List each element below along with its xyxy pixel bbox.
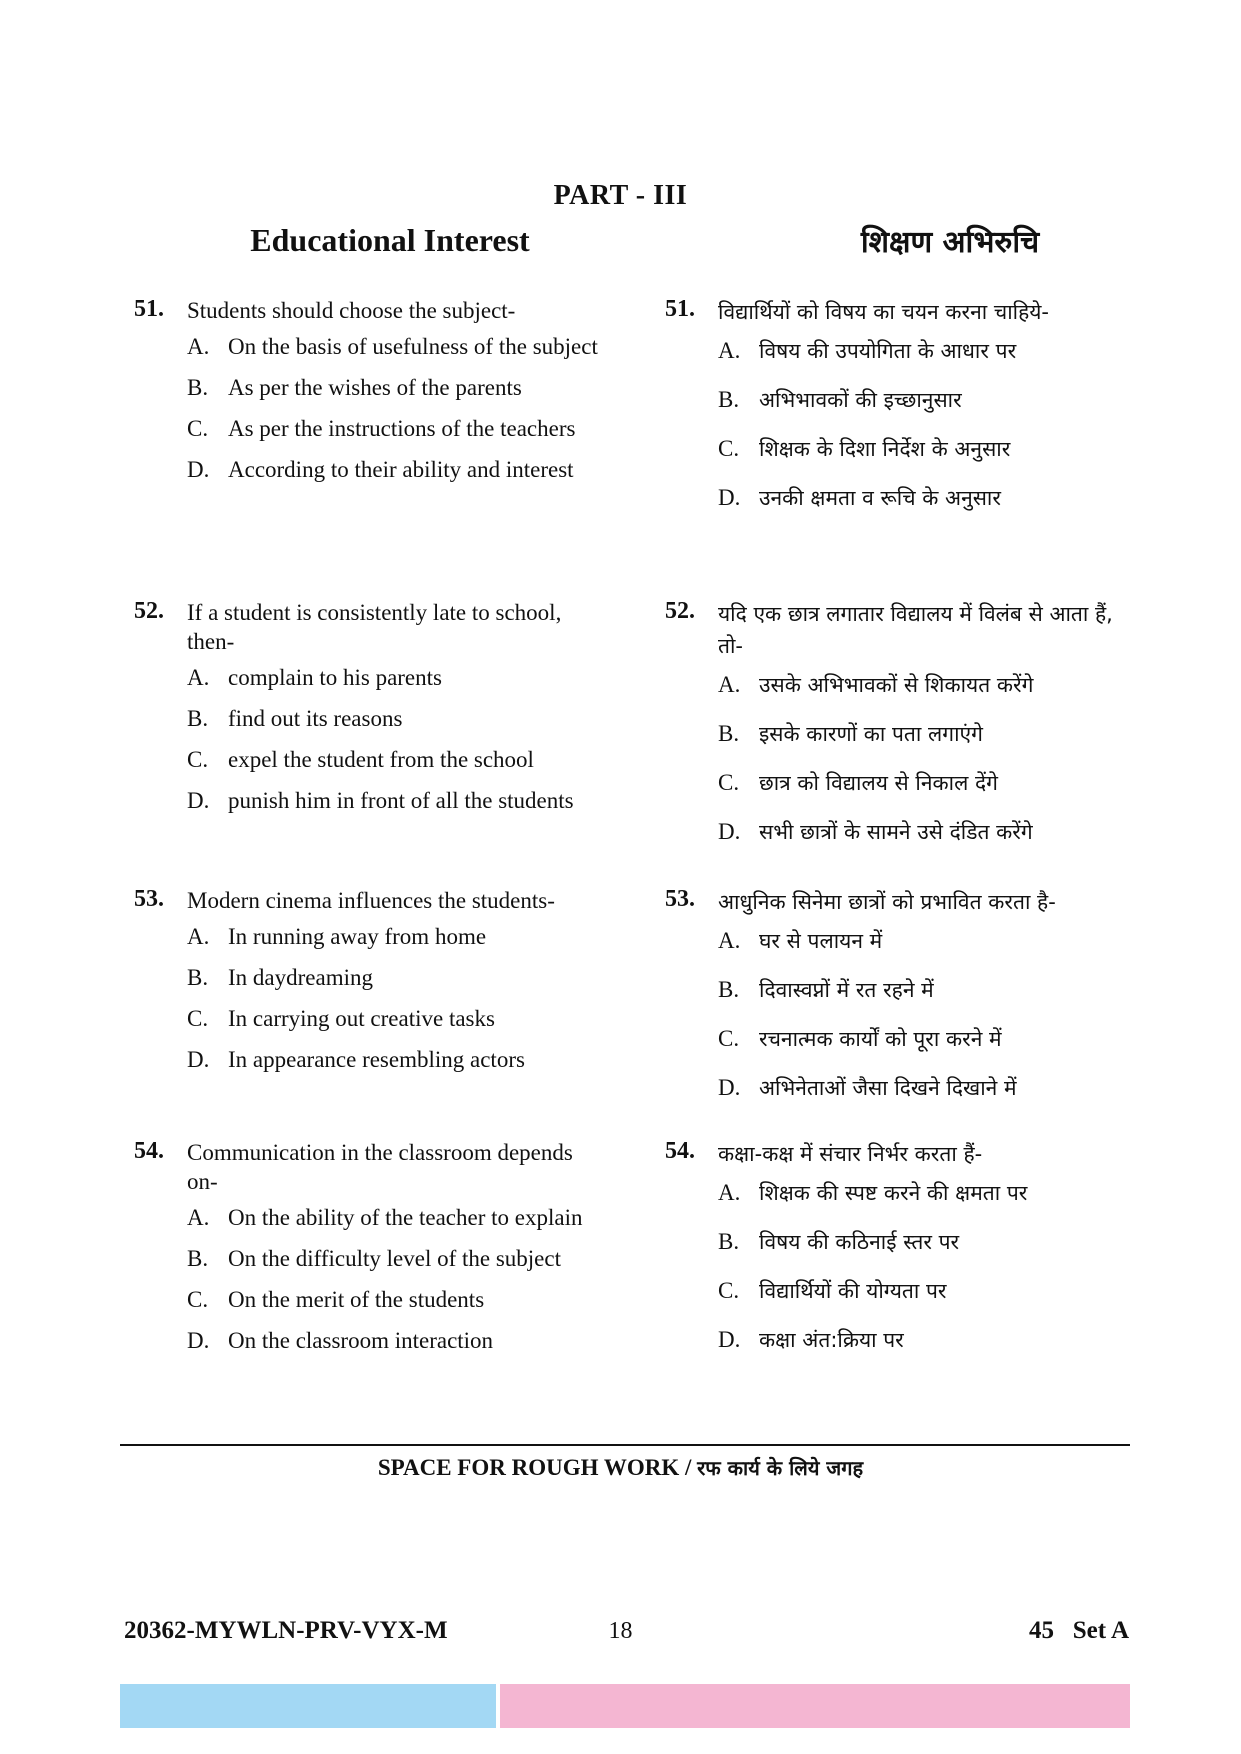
section-title-hindi: शिक्षण अभिरुचि: [860, 225, 1040, 260]
option-a: A. घर से पलायन में: [718, 928, 883, 953]
option-c: C. छात्र को विद्यालय से निकाल देंगे: [718, 770, 998, 795]
set-label: 45 Set A: [1029, 1617, 1129, 1644]
option-c: C. expel the student from the school: [187, 747, 534, 772]
pink-color-bar: [500, 1684, 1130, 1728]
option-c: C. In carrying out creative tasks: [187, 1006, 495, 1031]
option-a: A. विषय की उपयोगिता के आधार पर: [718, 338, 1017, 363]
question-52-en: [134, 598, 604, 828]
question-54-hi: [665, 1138, 1135, 1374]
option-a: A. In running away from home: [187, 924, 487, 949]
option-d: D. सभी छात्रों के सामने उसे दंडित करेंगे: [718, 819, 1033, 844]
blue-color-bar: [120, 1684, 496, 1728]
option-c: C. विद्यार्थियों की योग्यता पर: [718, 1278, 947, 1303]
question-text: आधुनिक सिनेमा छात्रों को प्रभावित करता है-: [718, 890, 1056, 914]
options-list: [187, 333, 604, 484]
question-number: 51.: [134, 296, 164, 322]
options-list: [187, 923, 604, 1074]
question-number: 54.: [134, 1138, 164, 1164]
rough-work-label: [0, 1454, 1241, 1481]
question-number: 54.: [665, 1138, 695, 1164]
option-c: C. On the merit of the students: [187, 1287, 485, 1312]
page-number: 18: [608, 1618, 633, 1644]
options-list: [187, 664, 604, 815]
option-b: B. On the difficulty level of the subject: [187, 1246, 561, 1271]
question-53-hi: [665, 886, 1135, 1122]
question-text: Modern cinema influences the students-: [187, 888, 555, 913]
option-b: B. विषय की कठिनाई स्तर पर: [718, 1229, 960, 1254]
section-title-english: Educational Interest: [250, 222, 530, 258]
option-a: A. On the ability of the teacher to explain: [187, 1205, 583, 1230]
option-d: D. अभिनेताओं जैसा दिखने दिखाने में: [718, 1075, 1017, 1100]
question-53-en: [134, 886, 604, 1087]
option-b: B. find out its reasons: [187, 706, 403, 731]
question-number: 52.: [134, 598, 164, 624]
options-list: [187, 1204, 604, 1355]
option-c: C. रचनात्मक कार्यों को पूरा करने में: [718, 1026, 1002, 1051]
options-list: [718, 670, 1135, 847]
option-d: D. कक्षा अंत:क्रिया पर: [718, 1327, 904, 1352]
option-a: A. On the basis of usefulness of the subject: [187, 334, 598, 359]
option-d: D. According to their ability and interest: [187, 457, 574, 482]
option-b: B. इसके कारणों का पता लगाएंगे: [718, 721, 983, 746]
paper-code: 20362-MYWLN-PRV-VYX-M: [124, 1617, 448, 1644]
question-text: कक्षा-कक्ष में संचार निर्भर करता हैं-: [718, 1142, 983, 1166]
question-51-hi: [665, 296, 1135, 532]
question-number: 51.: [665, 296, 695, 322]
option-b: B. दिवास्वप्नों में रत रहने में: [718, 977, 934, 1002]
option-c: C. As per the instructions of the teachers: [187, 416, 576, 441]
option-a: A. शिक्षक की स्पष्ट करने की क्षमता पर: [718, 1180, 1028, 1205]
option-d: D. In appearance resembling actors: [187, 1047, 525, 1072]
option-d: D. punish him in front of all the students: [187, 788, 574, 813]
option-d: D. उनकी क्षमता व रूचि के अनुसार: [718, 485, 1001, 510]
question-text: विद्यार्थियों को विषय का चयन करना चाहिये-: [718, 300, 1049, 324]
rough-work-english: SPACE FOR ROUGH WORK /: [377, 1455, 698, 1480]
divider-line: [120, 1444, 1130, 1446]
question-text: If a student is consistently late to school, then-: [187, 600, 562, 654]
question-text: Communication in the classroom depends on-: [187, 1140, 573, 1194]
option-b: B. अभिभावकों की इच्छानुसार: [718, 387, 962, 412]
option-b: B. As per the wishes of the parents: [187, 375, 522, 400]
option-a: A. complain to his parents: [187, 665, 442, 690]
options-list: [718, 926, 1135, 1103]
part-title: PART - III: [553, 180, 688, 211]
option-a: A. उसके अभिभावकों से शिकायत करेंगे: [718, 672, 1034, 697]
question-54-en: [134, 1138, 604, 1368]
option-b: B. In daydreaming: [187, 965, 373, 990]
question-number: 52.: [665, 598, 695, 624]
options-list: [718, 1178, 1135, 1355]
question-number: 53.: [134, 886, 164, 912]
rough-work-hindi: रफ कार्य के लिये जगह: [697, 1456, 864, 1480]
question-text: यदि एक छात्र लगातार विद्यालय में विलंब से आता हैं, तो-: [718, 602, 1113, 658]
option-d: D. On the classroom interaction: [187, 1328, 494, 1353]
options-list: [718, 336, 1135, 513]
question-51-en: [134, 296, 604, 497]
question-52-hi: [665, 598, 1135, 866]
question-number: 53.: [665, 886, 695, 912]
question-text: Students should choose the subject-: [187, 298, 516, 323]
option-c: C. शिक्षक के दिशा निर्देश के अनुसार: [718, 436, 1011, 461]
